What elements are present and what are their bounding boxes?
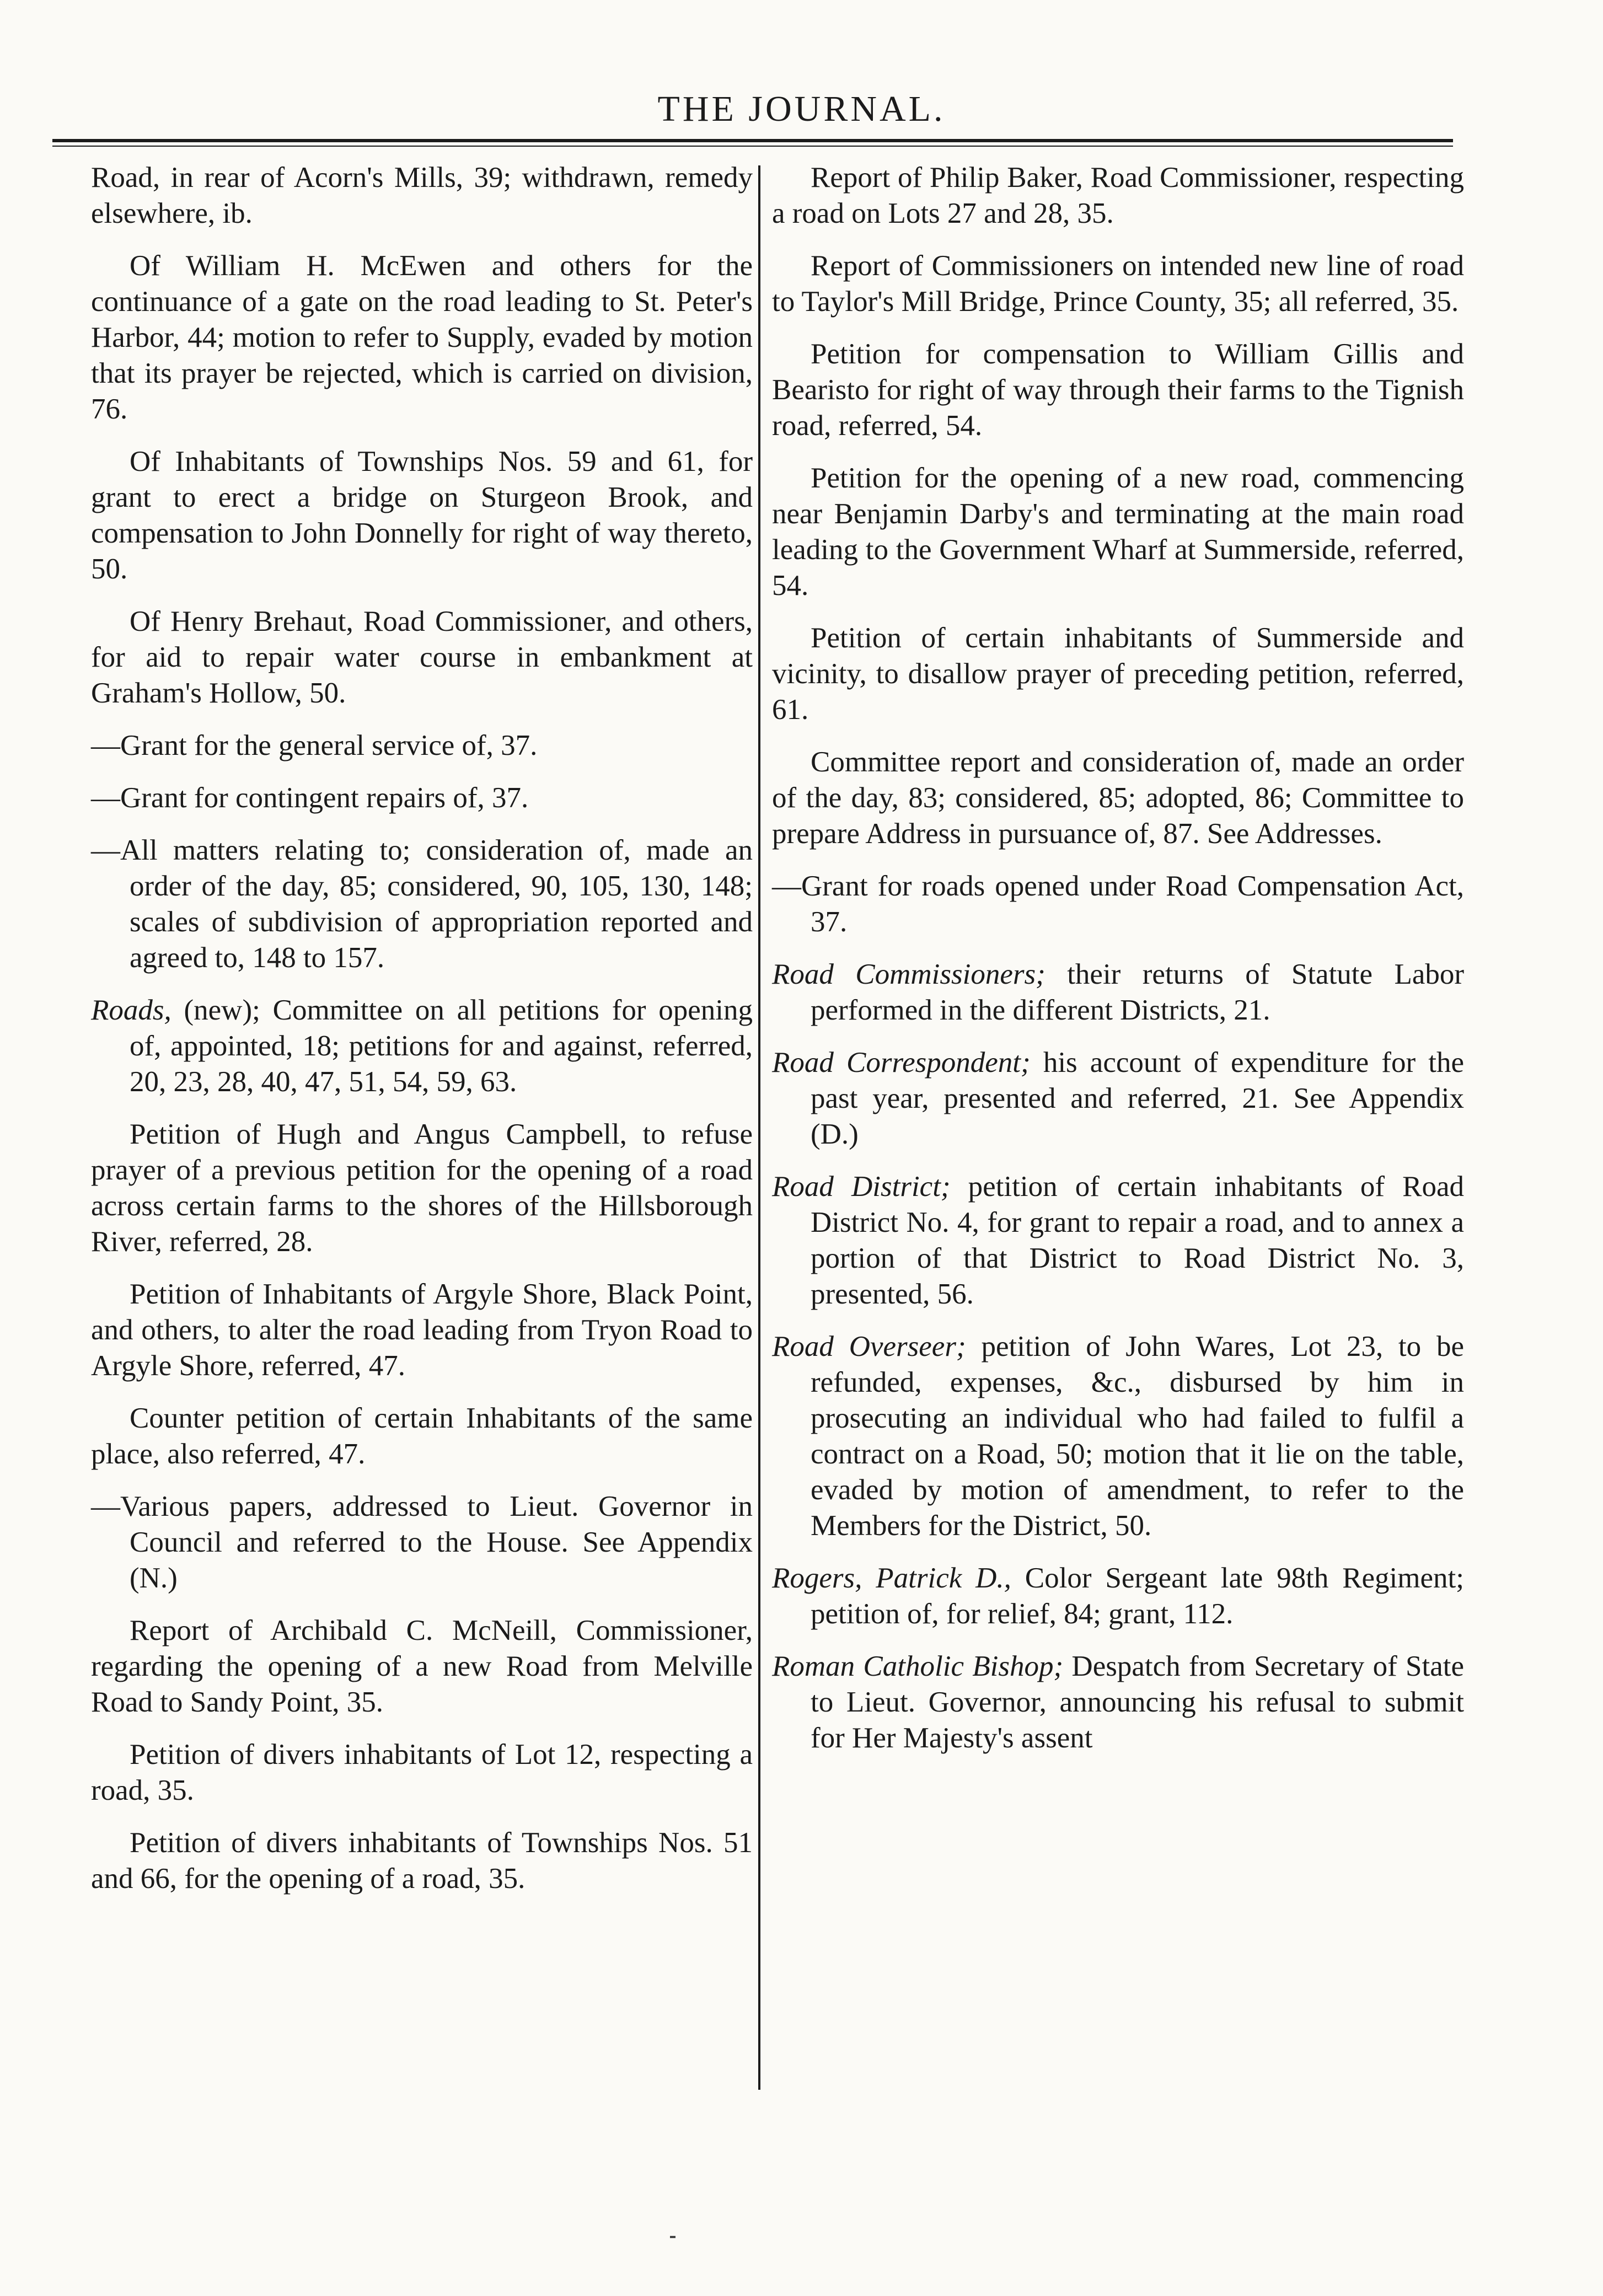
index-entry <box>91 444 753 587</box>
index-entry <box>91 1613 753 1720</box>
entry-text: petition of John Wares, Lot 23, to be refunded, expenses, &c., disbursed by him in prosecuting an individual who had failed to fulfil a contract on a Road, 50; motion that it lie on the table, evaded by motion of amendment, to refer to the Members for the District, 50. <box>811 1331 1464 1542</box>
entry-text: Committee report and consideration of, made an order of the day, 83; considered, 85; adopted, 86; Committee to prepare Address in pursuance of, 87. See Addresses. <box>772 746 1464 850</box>
index-entry <box>91 1276 753 1384</box>
entry-text: Road, in rear of Acorn's Mills, 39; withdrawn, remedy elsewhere, ib. <box>91 162 753 229</box>
entry-text: their returns of Statute Labor performed in the different Districts, 21. <box>811 958 1464 1026</box>
entry-text: Color Sergeant late 98th Regiment; petition of, for relief, 84; grant, 112. <box>811 1562 1464 1630</box>
entry-text: —Grant for roads opened under Road Compensation Act, 37. <box>772 870 1464 938</box>
index-entry <box>772 336 1464 444</box>
index-entry <box>91 604 753 711</box>
entry-term: Roads, <box>91 994 171 1026</box>
index-entry <box>91 248 753 427</box>
index-entry <box>772 460 1464 604</box>
index-entry <box>772 957 1464 1028</box>
entry-term: Rogers, Patrick D., <box>772 1562 1011 1594</box>
index-entry <box>772 1560 1464 1632</box>
right-column <box>772 160 1464 1773</box>
entry-text: —Grant for the general service of, 37. <box>91 729 538 761</box>
index-entry <box>772 1045 1464 1152</box>
entry-text: Of Henry Brehaut, Road Commissioner, and others, for aid to repair water course in embankment at Graham's Hollow, 50. <box>91 605 753 709</box>
left-column <box>91 160 753 1913</box>
index-entry <box>91 1489 753 1596</box>
index-entry <box>772 160 1464 232</box>
column-divider <box>758 165 760 2090</box>
entry-text: petition of certain inhabitants of Road District No. 4, for grant to repair a road, and to annex a portion of that District to Road District No. 3, presented, 56. <box>811 1171 1464 1310</box>
entry-text: Report of Archibald C. McNeill, Commissioner, regarding the opening of a new Road from Melville Road to Sandy Point, 35. <box>91 1614 753 1718</box>
header-rule <box>52 139 1453 142</box>
entry-text: Report of Commissioners on intended new line of road to Taylor's Mill Bridge, Prince County, 35; all referred, 35. <box>772 250 1464 318</box>
entry-text: Petition of divers inhabitants of Lot 12, respecting a road, 35. <box>91 1739 753 1806</box>
entry-term: Roman Catholic Bishop; <box>772 1650 1064 1682</box>
index-entry <box>91 1401 753 1472</box>
entry-text: Of Inhabitants of Townships Nos. 59 and 61, for grant to erect a bridge on Sturgeon Brook, and compensation to John Donnelly for right of way thereto, 50. <box>91 446 753 585</box>
entry-text: Report of Philip Baker, Road Commissioner, respecting a road on Lots 27 and 28, 35. <box>772 162 1464 229</box>
entry-term: Road District; <box>772 1171 951 1203</box>
index-entry <box>772 1329 1464 1544</box>
entry-text: his account of expenditure for the past year, presented and referred, 21. See Appendix (D.) <box>811 1047 1464 1150</box>
index-entry <box>91 993 753 1100</box>
entry-term: Road Commissioners; <box>772 958 1046 990</box>
entry-term: Road Correspondent; <box>772 1047 1031 1079</box>
entry-text: —All matters relating to; consideration of, made an order of the day, 85; considered, 90, 105, 130, 148; scales of subdivision of appropriation reported and agreed to, 148 to 157. <box>91 834 753 974</box>
index-entry <box>91 1737 753 1809</box>
entry-text: (new); Committee on all petitions for opening of, appointed, 18; petitions for and against, referred, 20, 23, 28, 40, 47, 51, 54, 59, 63. <box>130 994 753 1098</box>
entry-text: Of William H. McEwen and others for the continuance of a gate on the road leading to St. Peter's Harbor, 44; motion to refer to Supply, evaded by motion that its prayer be rejected, which is carried on division, 76. <box>91 250 753 425</box>
index-entry <box>772 1169 1464 1312</box>
header-rule-thin <box>52 146 1453 147</box>
index-entry <box>772 248 1464 320</box>
index-entry <box>772 744 1464 852</box>
index-entry <box>91 1825 753 1897</box>
page-mark <box>670 2236 675 2238</box>
entry-text: —Grant for contingent repairs of, 37. <box>91 782 529 814</box>
entry-text: Petition for the opening of a new road, commencing near Benjamin Darby's and terminating at the main road leading to the Government Wharf at Summerside, referred, 54. <box>772 462 1464 602</box>
page-title: THE JOURNAL. <box>657 89 946 129</box>
index-entry <box>772 620 1464 728</box>
index-entry <box>772 1649 1464 1756</box>
index-entry <box>91 780 753 816</box>
entry-text: Petition of Hugh and Angus Campbell, to refuse prayer of a previous petition for the opening of a road across certain farms to the shores of the Hillsborough River, referred, 28. <box>91 1118 753 1258</box>
index-entry <box>91 728 753 764</box>
index-entry <box>91 1117 753 1260</box>
entry-text: —Various papers, addressed to Lieut. Governor in Council and referred to the House. See Appendix (N.) <box>91 1490 753 1594</box>
index-entry <box>91 833 753 976</box>
entry-text: Petition of certain inhabitants of Summerside and vicinity, to disallow prayer of preceding petition, referred, 61. <box>772 622 1464 726</box>
index-entry <box>772 868 1464 940</box>
entry-text: Counter petition of certain Inhabitants of the same place, also referred, 47. <box>91 1402 753 1470</box>
index-entry <box>91 160 753 232</box>
entry-text: Despatch from Secretary of State to Lieut. Governor, announcing his refusal to submit for Her Majesty's assent <box>811 1650 1464 1754</box>
entry-term: Road Overseer; <box>772 1331 966 1362</box>
entry-text: Petition of divers inhabitants of Townships Nos. 51 and 66, for the opening of a road, 35. <box>91 1827 753 1895</box>
entry-text: Petition of Inhabitants of Argyle Shore, Black Point, and others, to alter the road leading from Tryon Road to Argyle Shore, referred, 47. <box>91 1278 753 1382</box>
entry-text: Petition for compensation to William Gillis and Bearisto for right of way through their farms to the Tignish road, referred, 54. <box>772 338 1464 442</box>
